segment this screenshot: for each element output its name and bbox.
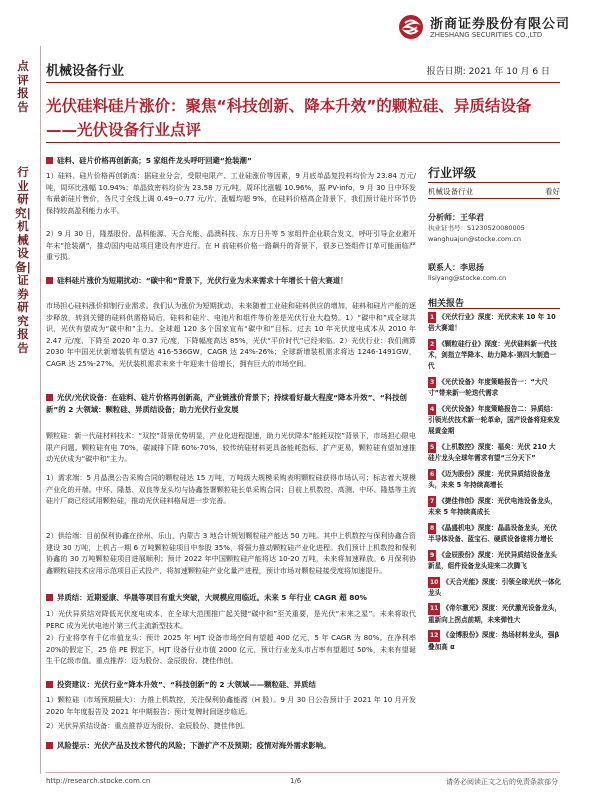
paragraph: 颗粒硅：新一代硅材料技术：“双控”背景优势明显，产业化进程提速，助力光伏降本“能耗双控”背景下，市场担心限电限产问题。颗粒硅有电 70%，碳减排下降 60%-70%，较传统硅材料更具备能耗指标、扩产更易，颗粒硅有望加速推动光伏成为“碳中和”主力。 <box>46 431 416 464</box>
related-report-title: 《上机数控》深度：福矣：光伏 210 大硅片龙头全球年需求有望“三分天下” <box>428 443 556 463</box>
related-report-item[interactable] <box>428 442 562 464</box>
related-report-item[interactable] <box>428 603 562 625</box>
related-report-item[interactable] <box>428 630 562 652</box>
related-report-title: 《迈为股份》深度：光伏异质结设备龙头，未来 5 年持续高增长 <box>428 469 551 490</box>
rating-value: 看好 <box>545 187 560 196</box>
related-report-title: 《帝尔激光》深度：光伏激光设备龙头，重新向上拐点前期，未来弹性大 <box>428 604 562 624</box>
related-report-title: 《天合光能》深度：引领全球光伏一体化龙头 <box>428 577 562 597</box>
bullet-icon <box>46 742 53 749</box>
related-report-number: 3 <box>428 377 436 388</box>
footer-url-link[interactable]: http://research.stocke.com.cn <box>46 777 151 785</box>
section-heading: 光伏/光伏设备：在硅料、硅片价格再创新高，产业链涨价背景下；持续看好最大程度“降本升效”、“科技创新”的 2 大领域：颗粒硅、异质结设备；助力光伏行业发展 <box>46 393 407 414</box>
related-report-item[interactable] <box>428 312 562 334</box>
related-report-title: 《光伏设备》年度策略报告二：异质结：引领光伏技术新一轮革命，国产设备将迎来发展黄金期 <box>428 404 560 436</box>
bullet-icon <box>46 394 53 401</box>
related-report-number: 11 <box>428 603 440 614</box>
related-report-item[interactable] <box>428 496 562 518</box>
rating-row <box>428 186 560 197</box>
related-report-number: 5 <box>428 442 436 453</box>
related-reports-title: 相关报告 <box>428 299 465 309</box>
paragraph: 2）9 月 30 日，隆基股份、晶科能源、天合光能、晶澳科技、东方日升等 5 家组件企业联合发文，呼吁引导企业避开年末“抢装潮”，推动国内电站项目建设有序进行。在 H 前硅料价格一路飙升的背景下，很多已签组件订单可能面临严重亏损。 <box>46 229 416 262</box>
industry-label: 机械设备行业 <box>46 64 125 79</box>
section-heading: 投资建议：光伏行业“降本升效”、“科技创新”的 2 大领域——颗粒硅、异质结 <box>46 679 416 691</box>
logo-mark-icon <box>398 14 424 40</box>
report-date: 报告日期: 2021 年 10 月 6 日 <box>426 67 550 77</box>
report-subtitle: ——光伏设备行业点评 <box>46 121 202 139</box>
related-report-title: 《晶盛机电》深度：晶晶设备龙头，光伏半导体设备、蓝宝石、硬质设备谁将力增长 <box>428 523 557 543</box>
bullet-icon <box>46 157 53 164</box>
section-heading: 风险提示：光伏产品及技术替代的风险；下游扩产不及预期；疫情对海外需求影响。 <box>46 740 416 752</box>
paragraph: 2）光伏异质结设备：重点推荐迈为股份、金辰股份、捷佳伟创。 <box>46 721 250 730</box>
related-report-number: 12 <box>428 630 440 641</box>
related-report-number: 7 <box>428 496 436 507</box>
analyst-name: 王华君 <box>460 213 484 222</box>
related-rule <box>428 308 560 309</box>
related-reports-list <box>428 312 562 657</box>
section-heading: 硅料、硅片价格再创新高；5 家组件龙头呼吁回避“抢装潮” <box>46 155 416 167</box>
related-report-title: 《光伏设备》年度策略报告一：“大尺寸”带来新一轮迭代需求 <box>428 378 549 398</box>
related-report-item[interactable] <box>428 404 562 438</box>
related-report-item[interactable] <box>428 523 562 545</box>
header-rule <box>46 82 560 83</box>
footer-rule <box>46 772 560 773</box>
rating-title: 行业评级 <box>428 166 477 180</box>
related-report-title: 《金辰股份》深度：光伏异质结设备龙头新星，组件设备龙头迎来二次腾飞 <box>428 550 557 570</box>
related-report-number: 8 <box>428 523 436 534</box>
related-report-number: 6 <box>428 469 436 480</box>
disclaimer-note: 请务必阅读正文之后的免责条款部分 <box>446 778 558 786</box>
side-tag-review: 点评报告 <box>17 59 29 114</box>
related-report-item[interactable] <box>428 469 562 491</box>
bullet-icon <box>46 277 53 284</box>
page-number: 1/6 <box>290 777 302 785</box>
bullet-icon <box>46 681 53 688</box>
contact-email: lisiyang@stocke.com.cn <box>428 274 507 282</box>
paragraph: 2）供给端：目前保利协鑫在徐州、乐山，内蒙古 3 地合计规划颗粒硅产能达 50 万吨。其中上机数控与保利协鑫合资建设 30 万吨，上机占一期 6 万吨颗粒硅项目中参股 35%，将强力推动颗粒硅产业化进程。我们预计上机数控和保利协鑫的 30 万吨颗粒硅项目进展顺利；预计 2022 年中国颗粒硅产能将达 10-20 万吨，未来将加速释放。6 月保利协鑫颗粒硅技术应用示范项目正式投产，将加速颗粒硅产业化量产进程，预计市场对颗粒硅接受度将加速提升。 <box>46 531 416 575</box>
section-heading: 异质结：近期爱康、华晟等项目有重大突破，大规模应用临近。未来 5 年行业 CAGR 超 80% <box>46 592 416 604</box>
related-report-number: 10 <box>428 577 440 588</box>
related-report-item[interactable] <box>428 577 562 599</box>
related-report-title: 《金博股份》深度：热场材料龙头，强β叠加高 α <box>428 631 560 651</box>
related-report-item[interactable] <box>428 339 562 373</box>
related-report-number: 1 <box>428 312 436 323</box>
related-report-title: 《光伏行业》深度：光伏未来 10 年 10 倍大赛道！ <box>428 313 556 333</box>
related-report-number: 2 <box>428 339 436 350</box>
report-title: 光伏硅料硅片涨价：聚焦“科技创新、降本升效”的颗粒硅、异质结设备 <box>46 97 532 115</box>
company-name-en: ZHESHANG SECURITIES CO.,LTD <box>430 31 543 39</box>
analyst-email: wanghuajun@stocke.com.cn <box>428 235 522 243</box>
paragraph: 1）光伏异质结对降低光伏度电成本，在全球大范围推广起关键“碳中和”至关重要，是光伏“未来之星”。未来将取代 PERC 成为光伏电池片第三代主流新型技术。 <box>46 609 416 630</box>
analyst-contact: 联系人：李思扬 lisiyang@stocke.com.cn <box>428 263 507 282</box>
paragraph: 1）颗粒硅（市场预期最大）：力推上机数控，关注保利协鑫能源（H 股）。9 月 30 日公告预计于 2021 年 10 月开发 2020 年年度报告及 2021 年中期报告；预计复牌时间逐步临近。 <box>46 695 416 716</box>
side-tag-research: 行业研究|机械设备|证券研究报告 <box>15 165 31 355</box>
related-report-item[interactable] <box>428 377 562 399</box>
company-logo <box>398 10 598 46</box>
contact-name: 李思扬 <box>460 263 484 272</box>
related-report-number: 9 <box>428 550 436 561</box>
company-name-cn: 浙商证券股份有限公司 <box>430 17 571 32</box>
paragraph: 市场担心硅料涨价抑制行业需求。我们认为涨价为短期扰动，未来随着工业硅和硅料供应的增加，硅料和硅片产能的逐步释放，转到关键的硅料供需格局后，硅料和硅片、电池片和组件等价差是光伏行业大趋势。1）“碳中和”成全球共识，光伏有望成为“碳中和”主力。全球超 120 多个国家宣布“碳中和”目标。过去 10 年光伏度电成本从 2010 年 2.47 元/度、下降至 2020 年 0.37 元/度，下降幅度高达 85%，光伏“平价时代”已经来临。2）光伏行业：我们测算 2030 年中国光伏新增装机有望达 416-536GW，CAGR 达 24%-26%；全球新增装机需求将达 1246-1491GW，CAGR 达 25%-27%。光伏装机需求未来十年迎来十倍增长，拥有巨大的市场空间。 <box>46 301 416 368</box>
title-rule <box>46 142 560 143</box>
analyst-cert: 执业证书号：S1230520080005 <box>428 224 525 232</box>
section-heading: 硅料硅片涨价为短期扰动：“碳中和”背景下，光伏行业为未来需求十年增长十倍大赛道！ <box>46 275 416 287</box>
related-report-title: 《颗粒硅行业》深度：光伏硅料新一代技术，剑指立竿降本、助力降本-第四大制造一代 <box>428 339 557 371</box>
bullet-icon <box>46 594 53 601</box>
side-rule <box>40 46 41 774</box>
paragraph: 1）硅料、硅片价格再创新高：据硅业分会，受限电限产、工业硅涨价等因素，9 月底单晶复投料均价为 23.84 万元/吨，周环比涨幅 10.94%；单晶致密料均价为 23.58 万元/吨，周环比涨幅 10.96%，据 PV-info，9 月 30 日中环发布最新硅片售价，各尺寸全线上调 0.49~0.77 元/片，涨幅均超 9%，在硅料价格高企背景下，我们预计硅片环节仍保持较高盈利能力水平。 <box>46 171 416 215</box>
rating-rule <box>428 182 560 183</box>
related-report-number: 4 <box>428 404 436 415</box>
paragraph: 2）行业将享有千亿市值龙头：预计 2025 年 HJT 设备市场空间有望超 400 亿元，5 年 CAGR 为 80%。在净利率 20%的假定下，25 倍 PE 假定下，HJT 设备行业市值 2000 亿元，预计行业龙头市占率有望超过 50%，未来有望诞生千亿级市值。重点推荐：迈为股份、金辰股份、捷佳伟创。 <box>46 633 416 666</box>
rating-rule <box>428 198 560 199</box>
related-report-item[interactable] <box>428 550 562 572</box>
related-report-title: 《捷佳伟创》深度：光伏电池设备龙头，未来 5 年持续高成长 <box>428 496 557 517</box>
analyst-primary: 分析师：王华君 执业证书号：S1230520080005 wanghuajun@stocke.com.cn <box>428 213 525 243</box>
rating-industry: 机械设备行业 <box>428 187 473 196</box>
paragraph: 1）需求端：5 月晶澳公告采购合同的颗粒硅达 15 万吨，万吨级大规模采购表明颗粒硅获得市场认可；标志着大规模产业化的开端。中环、隆基、双良等龙头均与协鑫签署颗粒硅长单采购合同；目前上机数控、高测、中环、隆基等主流硅片厂商已经试用颗粒硅，推动光伏硅料格局进一步完善。 <box>46 473 416 506</box>
